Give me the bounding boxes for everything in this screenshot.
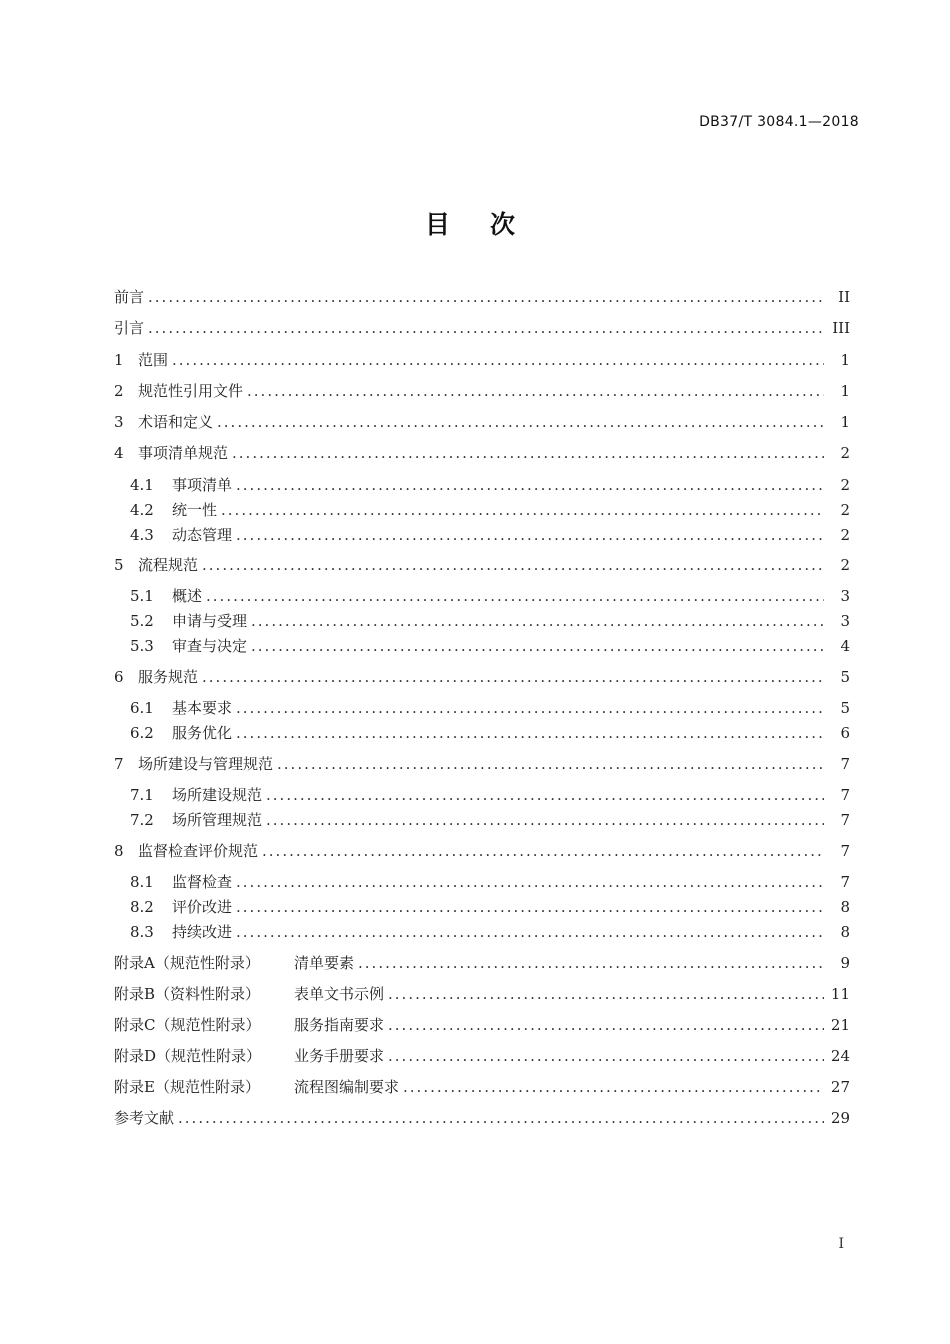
toc-entry-bibliography[interactable]: 参考文献 ..... 29 bbox=[114, 1107, 850, 1129]
toc-entry-introduction[interactable]: 引言 ..... III bbox=[114, 317, 850, 339]
toc-entry-5[interactable]: 5 流程规范 ..... 2 bbox=[114, 554, 850, 576]
toc-entry-annex-a[interactable]: 附录A（规范性附录） 清单要素 ..... 9 bbox=[114, 952, 850, 974]
toc-entry-8-3[interactable]: 8.3 持续改进 ..... 8 bbox=[130, 921, 850, 943]
toc-entry-1[interactable]: 1 范围 ..... 1 bbox=[114, 349, 850, 371]
toc-entry-8-2[interactable]: 8.2 评价改进 ..... 8 bbox=[130, 896, 850, 918]
toc-entry-2[interactable]: 2 规范性引用文件 ..... 1 bbox=[114, 380, 850, 402]
toc-entry-8-1[interactable]: 8.1 监督检查 ..... 7 bbox=[130, 871, 850, 893]
toc-entry-annex-e[interactable]: 附录E（规范性附录） 流程图编制要求 ..... 27 bbox=[114, 1076, 850, 1098]
toc-entry-4[interactable]: 4 事项清单规范 ..... 2 bbox=[114, 442, 850, 464]
toc-entry-6-2[interactable]: 6.2 服务优化 ..... 6 bbox=[130, 722, 850, 744]
toc-entry-annex-c[interactable]: 附录C（规范性附录） 服务指南要求 ..... 21 bbox=[114, 1014, 850, 1036]
toc-entry-3[interactable]: 3 术语和定义 ..... 1 bbox=[114, 411, 850, 433]
toc-entry-4-1[interactable]: 4.1 事项清单 ..... 2 bbox=[130, 474, 850, 496]
standard-code: DB37/T 3084.1—2018 bbox=[699, 114, 859, 130]
toc-entry-7-2[interactable]: 7.2 场所管理规范 ..... 7 bbox=[130, 809, 850, 831]
toc-entry-foreword[interactable]: 前言 ..... II bbox=[114, 286, 850, 308]
toc-entry-4-2[interactable]: 4.2 统一性 ..... 2 bbox=[130, 499, 850, 521]
toc-entry-5-1[interactable]: 5.1 概述 ..... 3 bbox=[130, 585, 850, 607]
toc-entry-7-1[interactable]: 7.1 场所建设规范 ..... 7 bbox=[130, 784, 850, 806]
toc-entry-5-3[interactable]: 5.3 审查与决定 ..... 4 bbox=[130, 635, 850, 657]
page-title: 目次 bbox=[424, 210, 555, 239]
toc-entry-annex-d[interactable]: 附录D（规范性附录） 业务手册要求 ..... 24 bbox=[114, 1045, 850, 1067]
toc-entry-6-1[interactable]: 6.1 基本要求 ..... 5 bbox=[130, 697, 850, 719]
toc-entry-7[interactable]: 7 场所建设与管理规范 ..... 7 bbox=[114, 753, 850, 775]
toc-entry-5-2[interactable]: 5.2 申请与受理 ..... 3 bbox=[130, 610, 850, 632]
toc-entry-8[interactable]: 8 监督检查评价规范 ..... 7 bbox=[114, 840, 850, 862]
toc-entry-4-3[interactable]: 4.3 动态管理 ..... 2 bbox=[130, 524, 850, 546]
page-number: I bbox=[838, 1236, 844, 1252]
toc-entry-annex-b[interactable]: 附录B（资料性附录） 表单文书示例 ..... 11 bbox=[114, 983, 850, 1005]
toc-entry-6[interactable]: 6 服务规范 ..... 5 bbox=[114, 666, 850, 688]
